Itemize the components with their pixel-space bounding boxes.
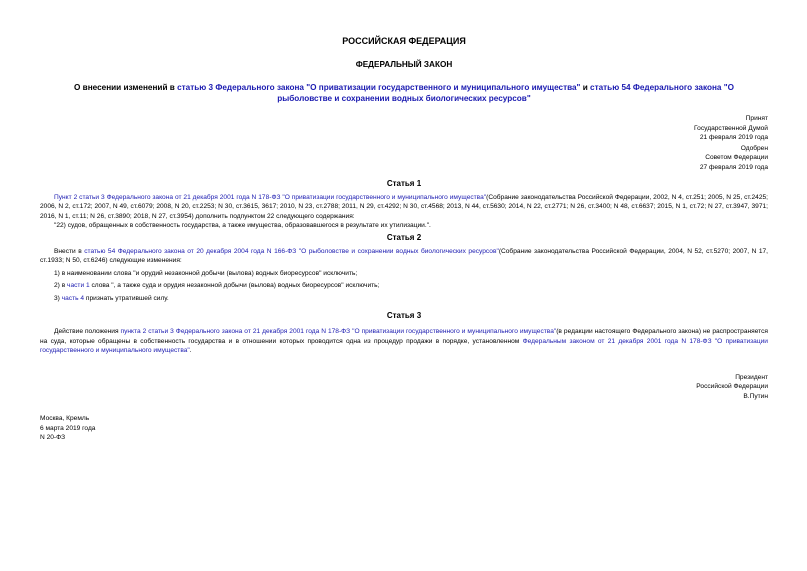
adoption-block (40, 114, 768, 173)
place-block (40, 414, 768, 443)
article1-link[interactable]: Пункт 2 статьи 3 Федерального закона от 21 декабря 2001 года N 178-ФЗ "О приватизации государственного и муниципального имущества" (54, 193, 487, 201)
approved-label: Одобрен (740, 144, 768, 152)
article3-paragraph (40, 327, 768, 356)
article3-prefix: Действие положения (54, 328, 121, 336)
article3-link1[interactable]: пункта 2 статьи 3 Федерального закона от 21 декабря 2001 года N 178-ФЗ "О приватизации государственного и муниципального имущества" (120, 328, 557, 336)
article1-text: (Собрание законодательства Российской Федерации, 2002, N 4, ст.251; 2005, N 25, ст.2425; 2006, N 2, ст.172; 2007, N 49, ст.6079; 2008, N 20, ст.2253; N 30, ст.3615, 3617; 2010, N 23, ст.2788; 2011, N 29, ст.4292; N 30, ст.4568; 2013, N 44, ст.5630; 2014, N 22, ст.2771; N 26, ст.3400; N 48, ст.6637; 2015, N 1, ст.72; N 27, ст.3947, 3971; 2016, N 1, ст.11; N 26, ст.3890; 2018, N 27, ст.3954) дополнить подпунктом 22 следующего содержания: (40, 193, 768, 220)
item2-text: слова ", а также суда и орудия незаконной добычи (вылова) водных биоресурсов" исключить; (89, 282, 380, 290)
document-type-heading: ФЕДЕРАЛЬНЫЙ ЗАКОН (355, 60, 453, 69)
signature-name: В.Путин (743, 392, 768, 400)
adopted-label: Принят (745, 115, 768, 122)
place-date: 6 марта 2019 года (40, 424, 96, 432)
place-city: Москва, Кремль (40, 415, 90, 423)
item2-prefix: 2) в (54, 282, 68, 290)
article3-suffix: . (189, 347, 192, 355)
article1-paragraph (40, 193, 768, 222)
article2-text: (Собрание законодательства Российской Федерации, 2004, N 52, ст.5270; 2007, N 17, ст.1933; N 50, ст.6246) следующие изменения: (40, 247, 769, 265)
item3-text: признать утратившей силу. (84, 294, 169, 302)
law-number: N 20-ФЗ (40, 434, 66, 442)
adopted-date: 21 февраля 2019 года (699, 134, 768, 142)
article2-item1: 1) в наименовании слова "и орудий незаконной добычи (вылова) водных биоресурсов" исключить; (54, 269, 358, 277)
article2-prefix: Внести в (54, 247, 85, 255)
article3-heading: Статья 3 (386, 311, 422, 321)
item2-link[interactable]: части 1 (67, 282, 90, 290)
signature-title: Президент (735, 373, 768, 381)
approved-by: Советом Федерации (705, 154, 768, 162)
article2-link[interactable]: статью 54 Федерального закона от 20 декабря 2004 года N 166-ФЗ "О рыболовстве и сохранении водных биологических ресурсов" (84, 247, 499, 255)
article2-item2 (40, 281, 768, 291)
article3-link2[interactable]: Федеральным законом от 21 декабря 2001 года N 178-ФЗ "О приватизации государственного и муниципального имущества" (40, 337, 768, 355)
article3-mid: (в редакции настоящего Федерального закона) не распространяется на суда, которые обращены в собственность государства и в отношении которых проводится одна из процедур продажи в порядке, установленном (40, 328, 768, 345)
approved-date: 27 февраля 2019 года (699, 163, 768, 171)
title-mid: и (580, 83, 591, 92)
signature-block (40, 373, 768, 402)
adopted-by: Государственной Думой (694, 124, 768, 132)
item3-link[interactable]: часть 4 (61, 294, 85, 302)
article2-paragraph (40, 247, 768, 266)
country-heading: РОССИЙСКАЯ ФЕДЕРАЦИЯ (342, 36, 466, 46)
article2-item3 (40, 294, 768, 304)
article2-heading: Статья 2 (386, 232, 422, 242)
title-prefix: О внесении изменений в (74, 83, 178, 92)
title-link-article3[interactable]: статью 3 Федерального закона "О приватизации государственного и муниципального имущества" (177, 83, 581, 92)
article1-heading: Статья 1 (386, 178, 422, 188)
item3-prefix: 3) (54, 294, 62, 302)
document-page (40, 36, 768, 443)
signature-country: Российской Федерации (696, 383, 768, 391)
law-title (40, 82, 768, 104)
title-link-article54[interactable]: статью 54 Федерального закона "О рыболовстве и сохранении водных биологических ресурсов" (277, 83, 734, 103)
article1-quote: "22) судов, обращенных в собственность государства, а также имущества, образовавшегося в результате их утилизации.". (54, 222, 431, 230)
